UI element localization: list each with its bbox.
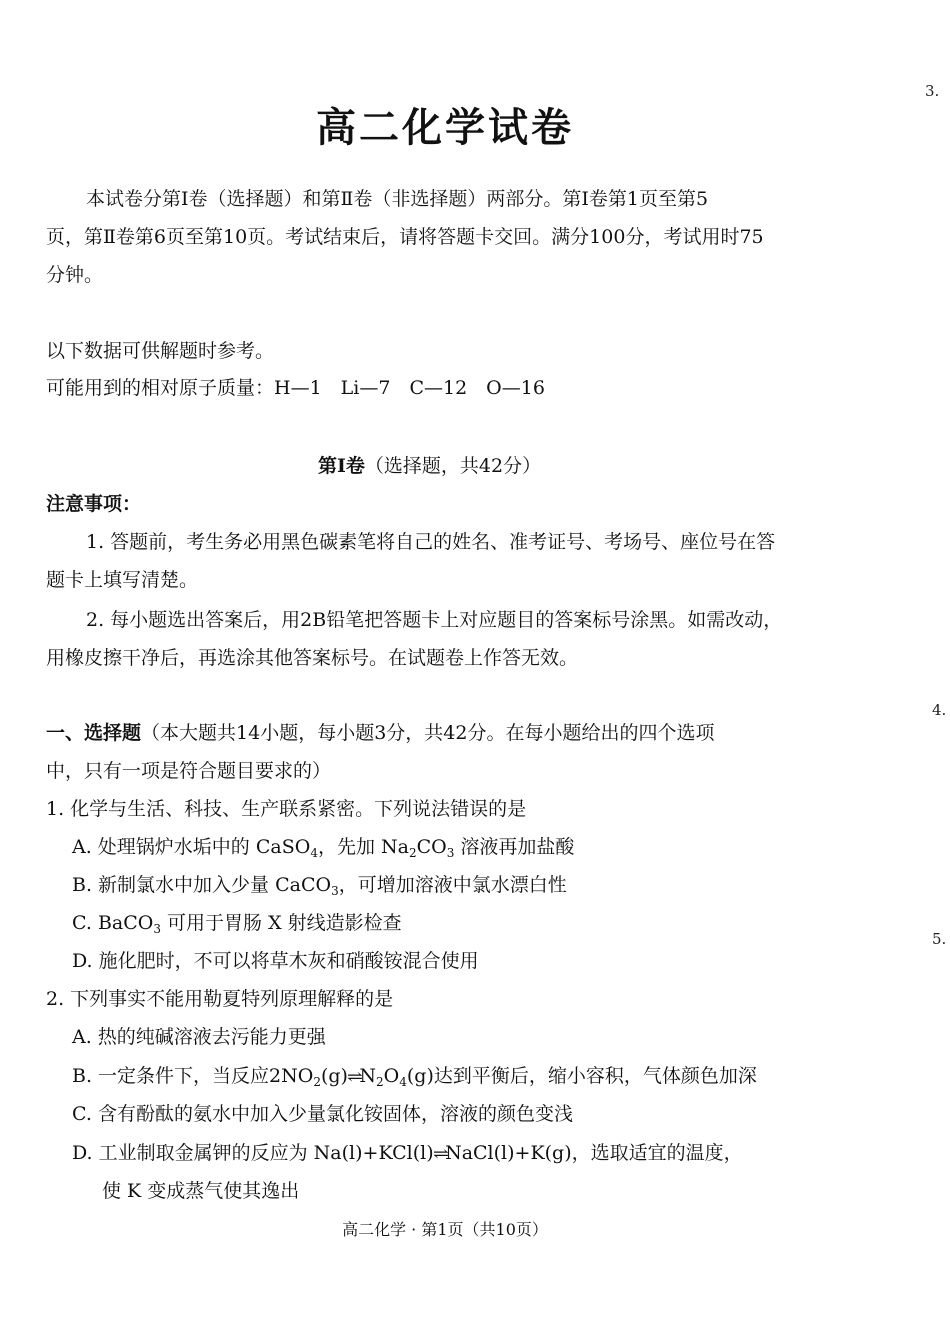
q2-option-b: B. 一定条件下，当反应$2NO_2(g)\rightleftharpoons N_2O_4(g)$达到平衡后，缩小容积，气体颜色加深 [72, 1065, 757, 1089]
part1-desc-1: （本大题共14小题，每小题3分，共42分。在每小题给出的四个选项 [141, 722, 715, 744]
intro-line-2: 页，第Ⅱ卷第6页至第10页。考试结束后，请将答题卡交回。满分100分，考试用时75 [46, 226, 764, 248]
part1-heading: 一、选择题 [46, 722, 142, 744]
section-heading [318, 452, 541, 480]
q2-stem: 2. 下列事实不能用勒夏特列原理解释的是 [46, 988, 394, 1010]
reference-line-1: 以下数据可供解题时参考。 [46, 340, 275, 362]
margin-number-5: 5. [932, 930, 947, 948]
q1-stem: 1. 化学与生活、科技、生产联系紧密。下列说法错误的是 [46, 798, 527, 820]
page-title: 高二化学试卷 [316, 104, 574, 151]
intro-line-3: 分钟。 [46, 264, 104, 286]
notice-2-line-1: 2. 每小题选出答案后，用2B铅笔把答题卡上对应题目的答案标号涂黑。如需改动， [86, 609, 783, 631]
margin-number-4: 4. [932, 701, 947, 719]
notice-title: 注意事项： [46, 493, 142, 515]
q1-option-c: C. BaCO$_3$ 可用于胃肠 X 射线造影检查 [72, 912, 402, 936]
q2-option-c: C. 含有酚酞的氨水中加入少量氯化铵固体，溶液的颜色变浅 [72, 1103, 573, 1125]
intro-line-1: 本试卷分第Ⅰ卷（选择题）和第Ⅱ卷（非选择题）两部分。第Ⅰ卷第1页至第5 [86, 188, 709, 210]
q2-option-d-line-1: D. 工业制取金属钾的反应为 Na(l)+KCl(l)⇌NaCl(l)+K(g)，选取适宜的温度， [72, 1139, 743, 1168]
part1-desc-2: 中，只有一项是符合题目要求的） [46, 760, 332, 782]
section-heading-label: 第Ⅰ卷 [318, 455, 365, 477]
q1-option-d: D. 施化肥时，不可以将草木灰和硝酸铵混合使用 [72, 950, 479, 972]
q2-option-d-line-2: 使 K 变成蒸气使其逸出 [102, 1180, 300, 1202]
q2-option-a: A. 热的纯碱溶液去污能力更强 [72, 1026, 326, 1048]
notice-2-line-2: 用橡皮擦干净后，再选涂其他答案标号。在试题卷上作答无效。 [46, 647, 579, 669]
notice-1-line-2: 题卡上填写清楚。 [46, 569, 199, 591]
margin-number-3: 3. [925, 82, 940, 100]
equilibrium-arrow-icon: ⇌ [346, 1067, 361, 1086]
section-heading-note: （选择题，共42分） [364, 455, 542, 477]
reference-line-2: 可能用到的相对原子质量：H—1 Li—7 C—12 O—16 [46, 377, 545, 399]
equilibrium-arrow-icon: ⇌ [432, 1144, 447, 1163]
page-footer: 高二化学 · 第1页（共10页） [342, 1220, 548, 1239]
notice-1-line-1: 1. 答题前，考生务必用黑色碳素笔将自己的姓名、准考证号、考场号、座位号在答 [86, 531, 776, 553]
q1-option-b: B. 新制氯水中加入少量 CaCO$_3$，可增加溶液中氯水漂白性 [72, 874, 567, 898]
q1-option-a: A. 处理锅炉水垢中的 CaSO$_4$，先加 $Na_2CO_3$ 溶液再加盐酸 [72, 836, 575, 860]
part1-heading-line [46, 719, 714, 747]
